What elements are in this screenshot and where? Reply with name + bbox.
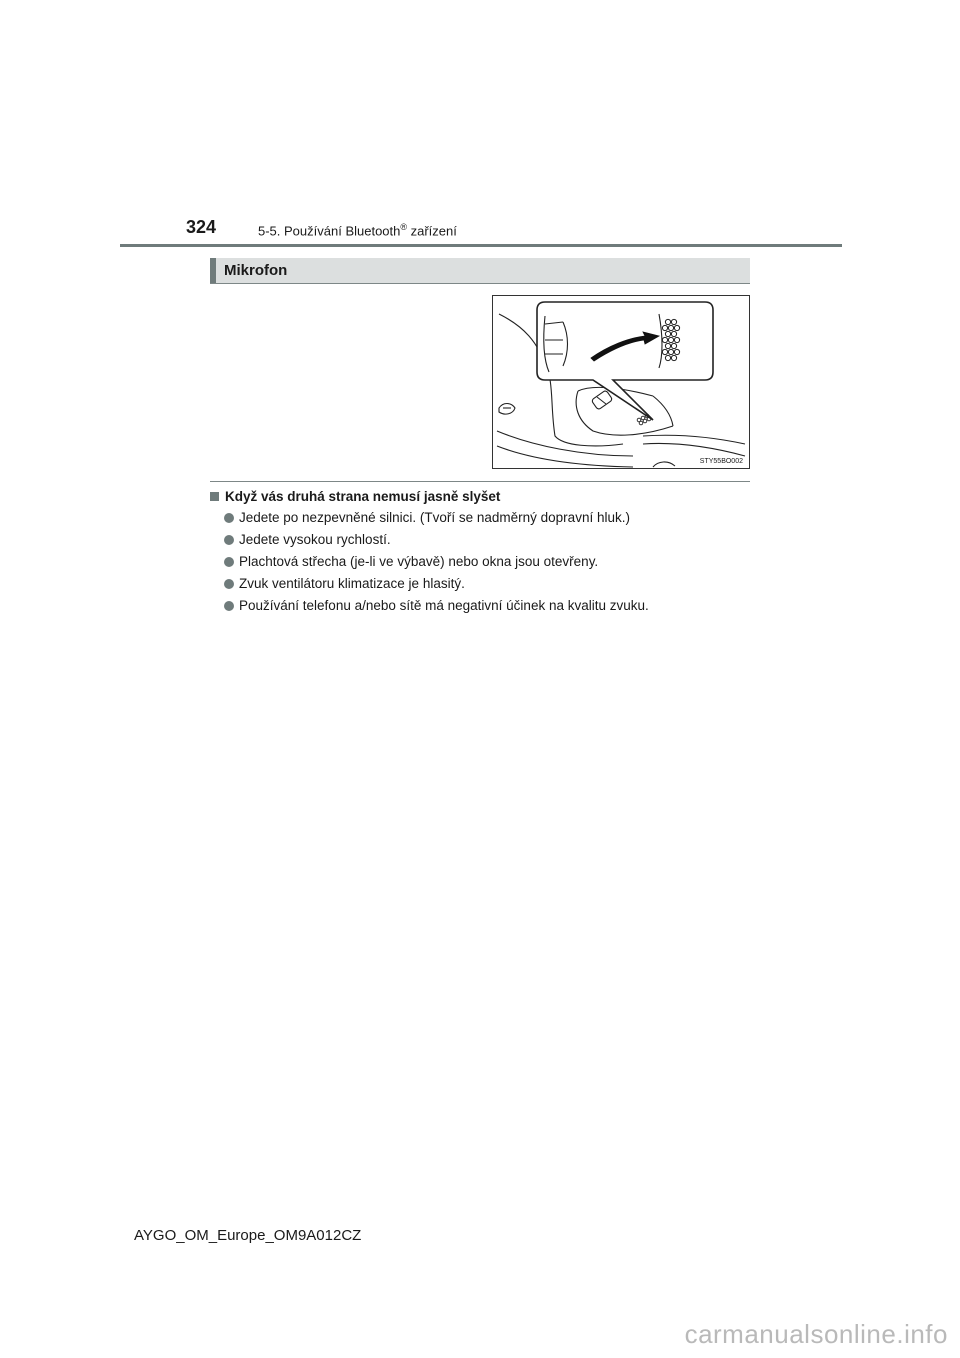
microphone-location-drawing — [493, 296, 749, 468]
list-item — [224, 510, 649, 525]
bullet-text: Používání telefonu a/nebo sítě má negativní účinek na kvalitu zvuku. — [239, 598, 649, 613]
document-id: AYGO_OM_Europe_OM9A012CZ — [134, 1227, 362, 1244]
bullet-list — [224, 510, 649, 620]
header-title-prefix: 5-5. Používání Bluetooth — [258, 223, 401, 239]
bullet-text: Jedete vysokou rychlostí. — [239, 532, 391, 547]
header-divider — [120, 244, 842, 247]
section-bar-accent — [210, 258, 216, 283]
section-heading-bar — [210, 258, 750, 284]
content-divider — [210, 481, 750, 482]
circle-bullet-icon — [224, 513, 234, 523]
subheading-text: Když vás druhá strana nemusí jasně slyšet — [225, 489, 501, 504]
section-title: Mikrofon — [224, 262, 288, 279]
bullet-text: Plachtová střecha (je-li ve výbavě) nebo okna jsou otevřeny. — [239, 554, 599, 569]
circle-bullet-icon — [224, 535, 234, 545]
header-title-suffix: zařízení — [407, 223, 457, 239]
square-bullet-icon — [210, 492, 219, 501]
microphone-illustration — [492, 295, 750, 469]
list-item — [224, 576, 649, 591]
circle-bullet-icon — [224, 579, 234, 589]
list-item — [224, 554, 649, 569]
bullet-text: Zvuk ventilátoru klimatizace je hlasitý. — [239, 576, 465, 591]
subheading — [210, 489, 500, 504]
circle-bullet-icon — [224, 601, 234, 611]
page-number: 324 — [186, 217, 217, 237]
watermark: carmanualsonline.info — [684, 1319, 948, 1349]
list-item — [224, 532, 649, 547]
circle-bullet-icon — [224, 557, 234, 567]
header-section-title — [258, 222, 457, 238]
bullet-text: Jedete po nezpevněné silnici. (Tvoří se nadměrný dopravní hluk.) — [239, 510, 630, 525]
list-item — [224, 598, 649, 613]
figure-code: STY55BO002 — [699, 458, 743, 465]
registered-mark: ® — [400, 222, 408, 232]
